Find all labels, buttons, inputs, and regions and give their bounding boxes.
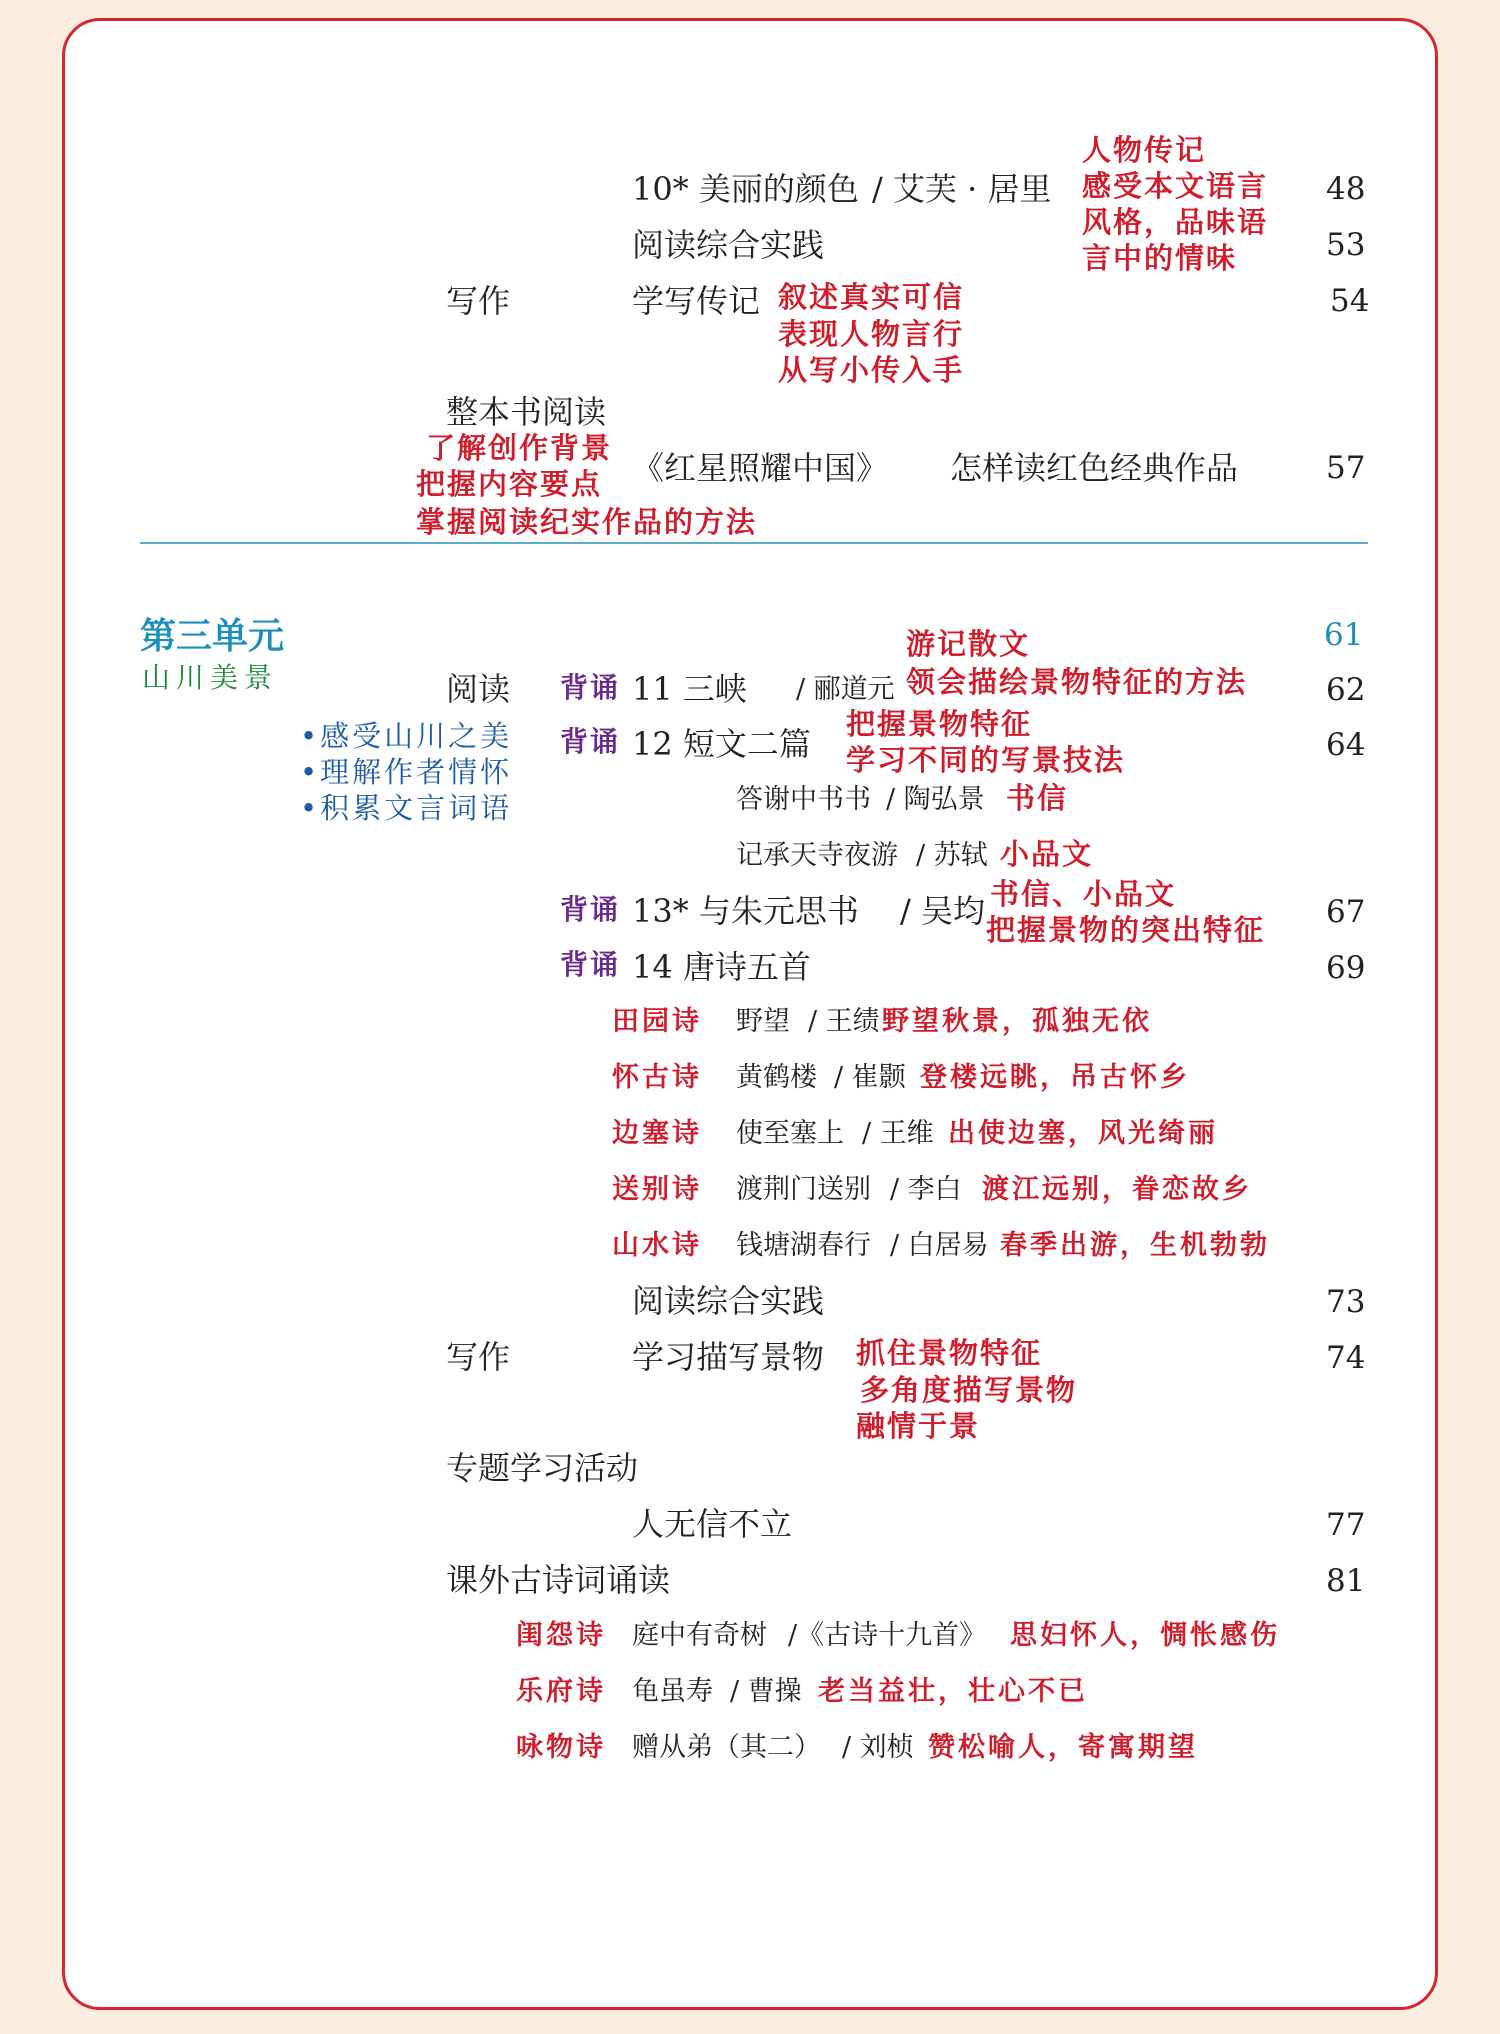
unit-subtitle: 山川美景: [142, 661, 279, 694]
note-writing-1-a: 叙述真实可信: [778, 280, 965, 314]
poem-note: 春季出游，生机勃勃: [1000, 1230, 1270, 1261]
page-number: 64: [1326, 727, 1366, 763]
page-number: 77: [1326, 1507, 1366, 1543]
poem-title[interactable]: 赠从弟（其二）: [632, 1732, 821, 1763]
unit-goal-2: •理解作者情怀: [300, 755, 513, 789]
note-whole-book-c: 掌握阅读纪实作品的方法: [416, 505, 758, 539]
poem-note: 登楼远眺，吊古怀乡: [920, 1062, 1190, 1093]
poem-note: 渡江远别，眷恋故乡: [982, 1174, 1252, 1205]
unit-goal-1: •感受山川之美: [300, 719, 513, 753]
page-number: 53: [1326, 227, 1366, 263]
activity-category: 专题学习活动: [446, 1449, 639, 1487]
poem-type: 怀古诗: [612, 1062, 702, 1093]
lesson-14-title[interactable]: 14 唐诗五首: [632, 948, 811, 986]
poem-author: / 刘桢: [842, 1732, 914, 1763]
page-number: 57: [1326, 450, 1366, 486]
poem-type: 送别诗: [612, 1174, 702, 1205]
lesson-13-title[interactable]: 13* 与朱元思书: [632, 892, 859, 930]
page-number: 81: [1326, 1563, 1366, 1599]
activity-title[interactable]: 人无信不立: [632, 1505, 793, 1543]
lesson-12b-author: / 苏轼: [916, 840, 988, 871]
poem-title[interactable]: 野望: [736, 1006, 790, 1037]
poem-type: 山水诗: [612, 1230, 702, 1261]
recite-mark: 背诵: [560, 893, 621, 926]
note-lesson-11-b: 领会描绘景物特征的方法: [906, 665, 1248, 699]
poem-note: 野望秋景，孤独无依: [882, 1006, 1152, 1037]
lesson-12a-author: / 陶弘景: [886, 784, 985, 815]
note-lesson-13-b: 把握景物的突出特征: [986, 913, 1266, 947]
note-lesson-10-c: 言中的情味: [1082, 241, 1238, 275]
poem-author: / 崔颢: [834, 1062, 906, 1093]
whole-book-title[interactable]: 《红星照耀中国》: [632, 449, 889, 487]
poem-type: 田园诗: [612, 1006, 702, 1037]
recite-mark: 背诵: [560, 725, 621, 758]
lesson-12a-title[interactable]: 答谢中书书: [736, 784, 871, 815]
writing-category: 写作: [446, 282, 511, 320]
unit-title[interactable]: 第三单元: [140, 615, 285, 657]
recite-mark: 背诵: [560, 948, 621, 981]
whole-book-subtitle: 怎样读红色经典作品: [950, 449, 1239, 487]
page-number: 62: [1326, 672, 1366, 708]
whole-book-category: 整本书阅读: [446, 393, 607, 431]
note-lesson-12b: 小品文: [1000, 837, 1094, 871]
note-lesson-12-a: 把握景物特征: [846, 707, 1033, 741]
poem-type: 闺怨诗: [516, 1620, 606, 1651]
extra-poems-category[interactable]: 课外古诗词诵读: [446, 1561, 671, 1599]
reading-category: 阅读: [446, 670, 511, 708]
poem-title[interactable]: 渡荆门送别: [736, 1174, 871, 1205]
unit-page-number: 61: [1324, 617, 1364, 653]
practice-2[interactable]: 阅读综合实践: [632, 1282, 825, 1320]
note-writing-1-c: 从写小传入手: [778, 353, 965, 387]
page-number: 73: [1326, 1284, 1366, 1320]
lesson-10-author: / 艾芙 · 居里: [872, 170, 1052, 208]
poem-note: 赞松喻人，寄寓期望: [928, 1732, 1198, 1763]
page-number: 54: [1330, 283, 1370, 319]
poem-type: 咏物诗: [516, 1732, 606, 1763]
poem-author: /《古诗十九首》: [788, 1620, 987, 1651]
recite-mark: 背诵: [560, 671, 621, 704]
note-whole-book-a: 了解创作背景: [426, 431, 613, 465]
note-writing-2-b: 多角度描写景物: [860, 1373, 1078, 1407]
poem-title[interactable]: 龟虽寿: [632, 1676, 713, 1707]
poem-type: 乐府诗: [516, 1676, 606, 1707]
note-lesson-13-a: 书信、小品文: [990, 877, 1177, 911]
poem-note: 思妇怀人，惆怅感伤: [1010, 1620, 1280, 1651]
note-lesson-10-a: 感受本文语言: [1082, 169, 1269, 203]
page-number: 48: [1326, 171, 1366, 207]
poem-title[interactable]: 钱塘湖春行: [736, 1230, 871, 1261]
poem-author: / 曹操: [730, 1676, 802, 1707]
note-lesson-12-b: 学习不同的写景技法: [846, 743, 1126, 777]
poem-author: / 李白: [890, 1174, 962, 1205]
lesson-10-title[interactable]: 10* 美丽的颜色: [632, 170, 859, 208]
poem-title[interactable]: 使至塞上: [736, 1118, 844, 1149]
lesson-13-author: / 吴均: [900, 892, 985, 930]
note-lesson-12a: 书信: [1006, 781, 1069, 815]
section-divider: [140, 542, 1368, 544]
page-number: 67: [1326, 894, 1366, 930]
lesson-11-author: / 郦道元: [796, 674, 895, 705]
note-lesson-11-a: 游记散文: [906, 627, 1031, 661]
note-biography: 人物传记: [1082, 133, 1207, 167]
lesson-12-title[interactable]: 12 短文二篇: [632, 725, 811, 763]
poem-author: / 王绩: [808, 1006, 880, 1037]
writing-2-title[interactable]: 学习描写景物: [632, 1338, 825, 1376]
poem-note: 出使边塞，风光绮丽: [948, 1118, 1218, 1149]
note-lesson-10-b: 风格，品味语: [1082, 205, 1269, 239]
poem-title[interactable]: 黄鹤楼: [736, 1062, 817, 1093]
note-writing-2-c: 融情于景: [856, 1409, 981, 1443]
page-number: 74: [1326, 1340, 1366, 1376]
lesson-11-title[interactable]: 11 三峡: [632, 670, 747, 708]
lesson-12b-title[interactable]: 记承天寺夜游: [736, 840, 898, 871]
unit-goal-3: •积累文言词语: [300, 791, 513, 825]
page-number: 69: [1326, 950, 1366, 986]
note-whole-book-b: 把握内容要点: [416, 467, 603, 501]
practice-1[interactable]: 阅读综合实践: [632, 226, 825, 264]
poem-note: 老当益壮，壮心不已: [818, 1676, 1088, 1707]
note-writing-2-a: 抓住景物特征: [856, 1336, 1043, 1370]
poem-title[interactable]: 庭中有奇树: [632, 1620, 767, 1651]
poem-type: 边塞诗: [612, 1118, 702, 1149]
poem-author: / 白居易: [890, 1230, 989, 1261]
poem-author: / 王维: [862, 1118, 934, 1149]
note-writing-1-b: 表现人物言行: [778, 317, 965, 351]
writing-category: 写作: [446, 1338, 511, 1376]
writing-1-title[interactable]: 学写传记: [632, 282, 761, 320]
